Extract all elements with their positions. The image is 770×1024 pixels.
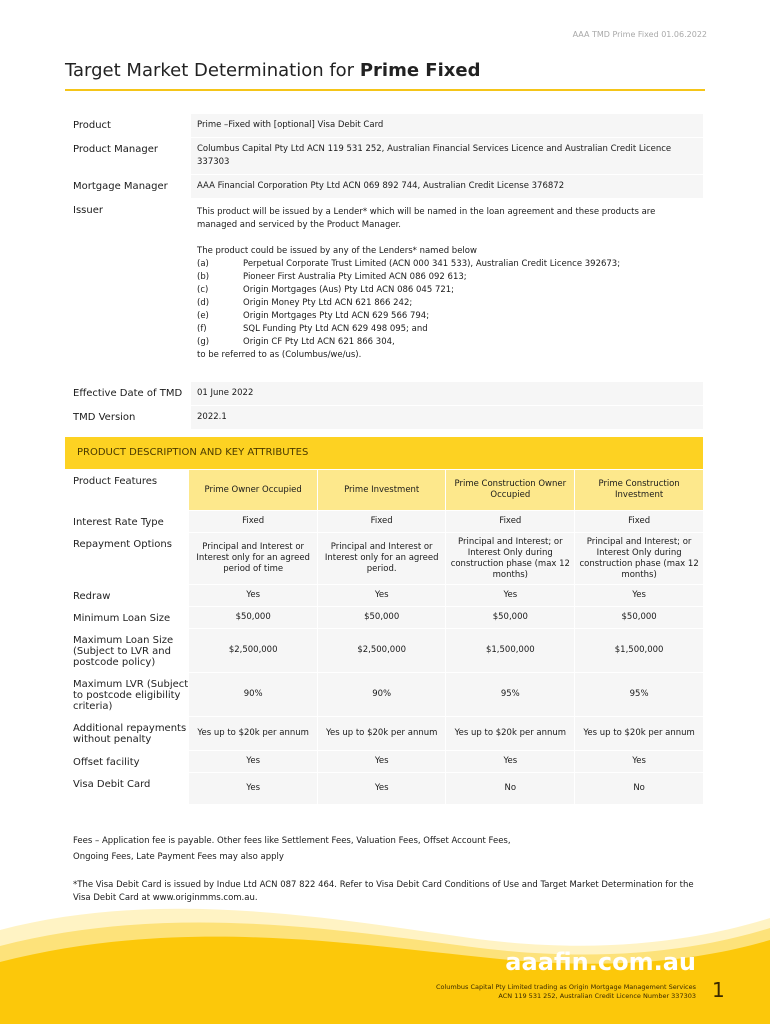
info-label: Mortgage Manager [73, 181, 168, 192]
info-row-mortgage-manager [65, 175, 703, 198]
lender-item: (d) Origin Money Pty Ltd ACN 621 866 242; [197, 298, 413, 308]
page-number: 1 [712, 978, 725, 1002]
attribute-value: Yes [188, 750, 317, 772]
info-value: Columbus Capital Pty Ltd ACN 119 531 252, Australian Financial Services Licence and Australian Credit Licence 337303 [191, 138, 703, 174]
attribute-value: Fixed [445, 510, 574, 532]
attribute-label: Offset facility [65, 750, 188, 772]
issuer-intro: This product will be issued by a Lender* which will be named in the loan agreement and these products are managed and serviced by the Product Manager. [197, 207, 656, 230]
attribute-value: Yes [188, 772, 317, 804]
lender-item: (f) SQL Funding Pty Ltd ACN 629 498 095; and [197, 324, 428, 334]
attribute-value: Yes [317, 750, 446, 772]
attribute-value: Fixed [188, 510, 317, 532]
product-attributes-table [65, 470, 703, 804]
column-header: Prime Construction Investment [574, 470, 703, 510]
page-title [65, 60, 480, 81]
visa-footnote: *The Visa Debit Card is issued by Indue Ltd ACN 087 822 464. Refer to Visa Debit Card Conditions of Use and Target Market Determination for the Visa Debit Card at www.originmms.com.au. [73, 880, 694, 903]
lenders-closing: to be referred to as (Columbus/we/us). [197, 350, 362, 360]
document-reference: AAA TMD Prime Fixed 01.06.2022 [572, 30, 707, 39]
attribute-value: Fixed [317, 510, 446, 532]
attribute-value: Principal and Interest or Interest only for an agreed period of time [188, 532, 317, 584]
attribute-value: Principal and Interest; or Interest Only during construction phase (max 12 months) [445, 532, 574, 584]
info-row-tmd-version [65, 406, 703, 429]
attribute-value: $50,000 [188, 606, 317, 628]
attribute-value: 90% [317, 672, 446, 716]
lender-item: (a) Perpetual Corporate Trust Limited (ACN 000 341 533), Australian Credit Licence 392673; [197, 259, 621, 269]
attribute-value: 95% [574, 672, 703, 716]
attribute-row [65, 532, 703, 584]
attribute-value: Yes up to $20k per annum [445, 716, 574, 750]
attribute-value: 95% [445, 672, 574, 716]
attribute-label: Maximum Loan Size (Subject to LVR and postcode policy) [65, 628, 188, 672]
info-value: AAA Financial Corporation Pty Ltd ACN 069 892 744, Australian Credit License 376872 [191, 175, 703, 198]
attribute-value: Yes [317, 584, 446, 606]
attribute-label: Interest Rate Type [65, 510, 188, 532]
attribute-value: Yes up to $20k per annum [317, 716, 446, 750]
attribute-row [65, 772, 703, 804]
lender-item: (b) Pioneer First Australia Pty Limited ACN 086 092 613; [197, 272, 467, 282]
attribute-value: Yes [445, 750, 574, 772]
info-row-product [65, 114, 703, 137]
attribute-value: Yes [574, 750, 703, 772]
fees-note: Fees – Application fee is payable. Other fees like Settlement Fees, Valuation Fees, Offset Account Fees, Ongoing Fees, Late Payment Fees may also apply [73, 836, 511, 862]
attribute-value: Yes up to $20k per annum [574, 716, 703, 750]
attribute-value: No [445, 772, 574, 804]
column-header: Prime Investment [317, 470, 446, 510]
attribute-label: Redraw [65, 584, 188, 606]
lender-item: (c) Origin Mortgages (Aus) Pty Ltd ACN 086 045 721; [197, 285, 455, 295]
attribute-row [65, 628, 703, 672]
company-details: Columbus Capital Pty Limited trading as Origin Mortgage Management Services ACN 119 531 252, Australian Credit Licence Number 337303 [435, 983, 696, 1000]
attribute-row [65, 672, 703, 716]
info-row-effective-date [65, 382, 703, 405]
info-label: TMD Version [73, 412, 136, 423]
attribute-value: Principal and Interest; or Interest Only during construction phase (max 12 months) [574, 532, 703, 584]
info-label: Effective Date of TMD [73, 388, 183, 399]
lender-item: (e) Origin Mortgages Pty Ltd ACN 629 566 794; [197, 311, 430, 321]
attribute-value: $50,000 [317, 606, 446, 628]
lenders-intro: The product could be issued by any of the Lenders* named below [197, 246, 477, 256]
attribute-value: 90% [188, 672, 317, 716]
column-header: Prime Construction Owner Occupied [445, 470, 574, 510]
attribute-value: $50,000 [574, 606, 703, 628]
issuer-details [191, 199, 703, 381]
info-value: 01 June 2022 [191, 382, 703, 405]
attribute-label: Visa Debit Card [65, 772, 188, 804]
attribute-label: Repayment Options [65, 532, 188, 584]
title-prefix: Target Market Determination for [65, 60, 355, 81]
info-label: Issuer [73, 205, 103, 216]
info-value: 2022.1 [191, 406, 703, 429]
attribute-row [65, 584, 703, 606]
info-row-product-manager [65, 138, 703, 174]
attribute-value: Fixed [574, 510, 703, 532]
info-label: Product Manager [73, 144, 158, 155]
info-value: Prime –Fixed with [optional] Visa Debit Card [191, 114, 703, 137]
attribute-value: Yes [188, 584, 317, 606]
attribute-value: Yes [574, 584, 703, 606]
attribute-row [65, 606, 703, 628]
attribute-value: $2,500,000 [317, 628, 446, 672]
attribute-value: Yes [445, 584, 574, 606]
info-row-issuer [65, 199, 703, 381]
attribute-value: $1,500,000 [445, 628, 574, 672]
attribute-value: $2,500,000 [188, 628, 317, 672]
attribute-label: Minimum Loan Size [65, 606, 188, 628]
attribute-row [65, 716, 703, 750]
attribute-value: $1,500,000 [574, 628, 703, 672]
attribute-value: Principal and Interest or Interest only for an agreed period. [317, 532, 446, 584]
info-label: Product [73, 120, 111, 131]
attributes-header-row [65, 470, 703, 510]
lender-item: (g) Origin CF Pty Ltd ACN 621 866 304, [197, 337, 395, 347]
attribute-row [65, 750, 703, 772]
attribute-value: Yes [317, 772, 446, 804]
title-product: Prime Fixed [359, 60, 481, 81]
product-info-table [65, 114, 703, 429]
attribute-value: $50,000 [445, 606, 574, 628]
website: aaafin.com.au [505, 948, 696, 976]
attribute-value: No [574, 772, 703, 804]
section-header: PRODUCT DESCRIPTION AND KEY ATTRIBUTES [65, 437, 703, 469]
attribute-label: Maximum LVR (Subject to postcode eligibility criteria) [65, 672, 188, 716]
attribute-label: Additional repayments without penalty [65, 716, 188, 750]
column-header: Prime Owner Occupied [188, 470, 317, 510]
attribute-value: Yes up to $20k per annum [188, 716, 317, 750]
attribute-label: Product Features [73, 476, 158, 487]
attribute-row [65, 510, 703, 532]
title-underline [65, 89, 705, 91]
